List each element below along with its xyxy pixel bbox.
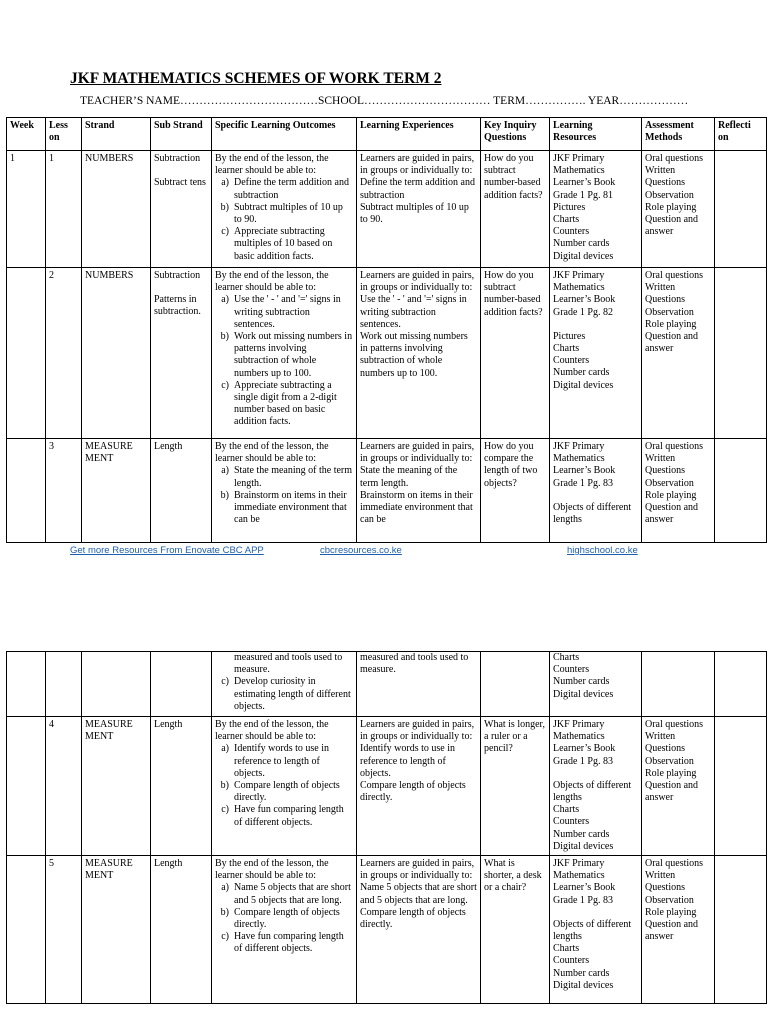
resource-line: JKF Primary Mathematics Learner’s Book Grade 1 Pg. 82 (553, 270, 616, 318)
cell-outcomes (212, 439, 357, 543)
cell-reflection (715, 856, 767, 1004)
resource-line: Pictures (553, 201, 586, 213)
cell-strand: NUMBERS (82, 268, 151, 439)
resource-line: Counters (553, 355, 590, 367)
cell-resources (550, 439, 642, 543)
cell-lesson: 5 (46, 856, 82, 1004)
cell-question (481, 652, 550, 717)
outcome-continuation: measured and tools used to measure. (234, 652, 343, 676)
cell-experiences (357, 652, 481, 717)
assessment-line: Written Questions (645, 282, 685, 306)
cell-sub-strand (151, 652, 212, 717)
cell-outcomes (212, 151, 357, 268)
cell-lesson (46, 652, 82, 717)
table-row (7, 151, 767, 268)
outcome-item: b. Subtract multiples of 10 up to 90. (234, 202, 353, 226)
assessment-line: Written Questions (645, 731, 685, 755)
assessment-line: Written Questions (645, 165, 685, 189)
assessment-line: Oral questions (645, 270, 704, 281)
cell-assessment (642, 856, 715, 1004)
outcome-list (215, 676, 353, 713)
experience-line: Compare length of objects directly. (360, 906, 466, 931)
cell-week (7, 268, 46, 439)
cell-assessment (642, 652, 715, 717)
cell-assessment (642, 439, 715, 543)
cell-lesson: 1 (46, 151, 82, 268)
cell-week (7, 439, 46, 543)
scheme-table-page-1 (6, 117, 767, 543)
assessment-line: Oral questions (645, 858, 704, 870)
assessment-line: Question and answer (645, 502, 699, 526)
cell-experiences (357, 856, 481, 1004)
header-strand: Strand (82, 118, 151, 151)
assessment-line: Written Questions (645, 870, 685, 894)
header-lesson: Less on (46, 118, 82, 151)
assessment-line: Question and answer (645, 214, 699, 238)
experience-line: Subtract multiples of 10 up to 90. (360, 201, 469, 226)
cell-outcomes (212, 717, 357, 856)
resource-line: Digital devices (553, 979, 614, 991)
cell-week (7, 856, 46, 1004)
cell-strand: MEASURE MENT (82, 856, 151, 1004)
resource-line: Number cards (553, 238, 610, 250)
cell-experiences (357, 268, 481, 439)
resource-line: Charts (553, 943, 580, 955)
cell-question: How do you subtract number-based addition facts? (481, 151, 550, 268)
assessment-line: Oral questions (645, 719, 704, 730)
assessment-line: Oral questions (645, 441, 704, 452)
resource-line: Number cards (553, 367, 610, 379)
cell-lesson: 4 (46, 717, 82, 856)
experience-line: Define the term addition and subtraction (360, 177, 475, 201)
cell-lesson: 2 (46, 268, 82, 439)
resource-line: Objects of different lengths (553, 779, 632, 804)
resource-line: Digital devices (553, 688, 614, 700)
outcome-intro: By the end of the lesson, the learner should be able to: (215, 858, 329, 882)
assessment-line: Question and answer (645, 331, 699, 355)
resource-line: Charts (553, 804, 580, 816)
assessment-line: Role playing (645, 489, 697, 501)
resource-line: Counters (553, 226, 590, 238)
resource-line: Objects of different lengths (553, 918, 632, 943)
cell-week (7, 717, 46, 856)
resource-line: Counters (553, 664, 590, 676)
cell-resources (550, 856, 642, 1004)
cell-week (7, 652, 46, 717)
outcome-item: c. Have fun comparing length of different objects. (234, 804, 353, 828)
table-row (7, 856, 767, 1004)
outcome-intro: By the end of the lesson, the learner should be able to: (215, 719, 329, 743)
resource-line: Pictures (553, 330, 586, 342)
table-header-row (7, 118, 767, 151)
cell-resources (550, 151, 642, 268)
sub-strand-line: Subtract tens (154, 177, 206, 189)
assessment-line: Written Questions (645, 453, 685, 477)
resource-line: Objects of different lengths (553, 501, 632, 526)
cell-lesson: 3 (46, 439, 82, 543)
experience-line: State the meaning of the term length. (360, 465, 458, 489)
assessment-line: Role playing (645, 767, 697, 779)
cell-outcomes (212, 268, 357, 439)
cell-sub-strand (151, 856, 212, 1004)
sub-strand-line: Subtraction (154, 270, 201, 281)
assessment-line: Role playing (645, 906, 697, 918)
cell-sub-strand (151, 151, 212, 268)
resource-line: Number cards (553, 967, 610, 979)
outcome-intro: By the end of the lesson, the learner should be able to: (215, 441, 329, 465)
resource-line: Digital devices (553, 840, 614, 852)
resource-line: Digital devices (553, 250, 614, 262)
cell-reflection (715, 717, 767, 856)
table-row (7, 439, 767, 543)
experience-line: Learners are guided in pairs, in groups or individually to: (360, 441, 475, 465)
header-experiences: Learning Experiences (357, 118, 481, 151)
assessment-line: Observation (645, 306, 694, 318)
resource-line: JKF Primary Mathematics Learner’s Book Grade 1 Pg. 83 (553, 719, 616, 767)
sub-strand-line: Subtraction (154, 153, 201, 164)
outcome-item: b. Compare length of objects directly. (234, 780, 353, 804)
outcome-item: a. Identify words to use in reference to length of objects. (234, 743, 353, 780)
cell-sub-strand (151, 268, 212, 439)
header-reflection: Reflecti on (715, 118, 767, 151)
outcome-intro: By the end of the lesson, the learner should be able to: (215, 270, 329, 294)
cell-sub-strand (151, 439, 212, 543)
assessment-line: Role playing (645, 318, 697, 330)
footer-link-highschool[interactable]: highschool.co.ke (567, 545, 638, 556)
experience-line: Name 5 objects that are short and 5 objects that are long. (360, 882, 477, 906)
header-sub-strand: Sub Strand (151, 118, 212, 151)
outcome-item: c. Appreciate subtracting multiples of 10 based on basic addition facts. (234, 226, 353, 263)
cell-reflection (715, 439, 767, 543)
experience-line: Work out missing numbers in patterns involving subtraction of whole numbers up to 100. (360, 331, 468, 379)
outcome-item: a. Use the ' - ' and '=' signs in writing subtraction sentences. (234, 294, 353, 331)
header-questions: Key Inquiry Questions (481, 118, 550, 151)
outcome-item: c. Develop curiosity in estimating length of different objects. (234, 676, 353, 713)
outcome-list (215, 177, 353, 262)
experience-line: Use the ' - ' and '=' signs in writing subtraction sentences. (360, 294, 467, 330)
outcome-item: b. Brainstorm on items in their immediate environment that can be (234, 490, 353, 527)
cell-strand (82, 652, 151, 717)
assessment-line: Question and answer (645, 919, 699, 943)
teacher-info-line: TEACHER’S NAME………………………………SCHOOL…………………………… TERM……………. YEAR……………… (80, 95, 689, 107)
outcome-intro: By the end of the lesson, the learner should be able to: (215, 153, 329, 177)
resource-line: Charts (553, 214, 580, 226)
resource-line: Counters (553, 816, 590, 828)
outcome-item: a. Name 5 objects that are short and 5 objects that are long. (234, 882, 353, 906)
assessment-line: Observation (645, 894, 694, 906)
outcome-list (215, 465, 353, 526)
cell-reflection (715, 652, 767, 717)
experience-line: Learners are guided in pairs, in groups or individually to: (360, 719, 475, 743)
experience-line: Compare length of objects directly. (360, 780, 466, 804)
footer-link-cbcresources[interactable]: cbcresources.co.ke (320, 545, 402, 556)
cell-week: 1 (7, 151, 46, 268)
sub-strand-line: Length (154, 858, 183, 870)
cell-experiences (357, 717, 481, 856)
experience-line: Brainstorm on items in their immediate environment that can be (360, 489, 473, 526)
cell-resources (550, 717, 642, 856)
cell-assessment (642, 717, 715, 856)
table-row (7, 717, 767, 856)
resource-line: Number cards (553, 676, 610, 688)
cell-assessment (642, 151, 715, 268)
sub-strand-line: Length (154, 441, 183, 452)
outcome-item: a. Define the term addition and subtraction (234, 177, 353, 201)
cell-strand: MEASURE MENT (82, 439, 151, 543)
cell-resources (550, 652, 642, 717)
table-row (7, 652, 767, 717)
header-assessment: Assessment Methods (642, 118, 715, 151)
footer-link-enovate[interactable]: Get more Resources From Enovate CBC APP (70, 545, 264, 556)
cell-resources (550, 268, 642, 439)
experience-line: Learners are guided in pairs, in groups or individually to: (360, 153, 475, 177)
outcome-item: b. Work out missing numbers in patterns involving subtraction of whole numbers up to 100. (234, 331, 353, 380)
cell-assessment (642, 268, 715, 439)
outcome-item: b. Compare length of objects directly. (234, 907, 353, 931)
resource-line: Number cards (553, 828, 610, 840)
experience-line: measured and tools used to measure. (360, 652, 469, 676)
assessment-line: Observation (645, 189, 694, 201)
assessment-line: Role playing (645, 201, 697, 213)
outcome-item: c. Appreciate subtracting a single digit from a 2-digit number based on basic addition facts. (234, 380, 353, 429)
resource-line: Charts (553, 652, 580, 663)
resource-line: Digital devices (553, 379, 614, 391)
resource-line: JKF Primary Mathematics Learner’s Book Grade 1 Pg. 83 (553, 858, 616, 906)
assessment-line: Question and answer (645, 780, 699, 804)
assessment-line: Oral questions (645, 153, 704, 164)
outcome-list (215, 294, 353, 428)
sub-strand-line: Length (154, 719, 183, 730)
cell-question: How do you subtract number-based addition facts? (481, 268, 550, 439)
resource-line: Counters (553, 955, 590, 967)
outcome-item: a. State the meaning of the term length. (234, 465, 353, 489)
assessment-line: Observation (645, 477, 694, 489)
resource-line: JKF Primary Mathematics Learner’s Book Grade 1 Pg. 81 (553, 153, 616, 201)
sub-strand-line: Patterns in subtraction. (154, 294, 201, 318)
outcome-list (215, 743, 353, 828)
header-resources: Learning Resources (550, 118, 642, 151)
cell-question: What is shorter, a desk or a chair? (481, 856, 550, 1004)
experience-line: Learners are guided in pairs, in groups or individually to: (360, 858, 475, 882)
cell-outcomes (212, 856, 357, 1004)
resource-line: Charts (553, 343, 580, 355)
cell-strand: MEASURE MENT (82, 717, 151, 856)
cell-experiences (357, 151, 481, 268)
document-title: JKF MATHEMATICS SCHEMES OF WORK TERM 2 (70, 70, 442, 87)
resource-line: JKF Primary Mathematics Learner’s Book Grade 1 Pg. 83 (553, 441, 616, 489)
cell-question: What is longer, a ruler or a pencil? (481, 717, 550, 856)
cell-reflection (715, 151, 767, 268)
cell-experiences (357, 439, 481, 543)
cell-strand: NUMBERS (82, 151, 151, 268)
cell-question: How do you compare the length of two objects? (481, 439, 550, 543)
scheme-table-page-2 (6, 651, 767, 1004)
header-outcomes: Specific Learning Outcomes (212, 118, 357, 151)
outcome-item: c. Have fun comparing length of different objects. (234, 931, 353, 955)
cell-sub-strand (151, 717, 212, 856)
experience-line: Identify words to use in reference to length of objects. (360, 743, 455, 779)
table-row (7, 268, 767, 439)
header-week: Week (7, 118, 46, 151)
assessment-line: Observation (645, 755, 694, 767)
cell-outcomes (212, 652, 357, 717)
cell-reflection (715, 268, 767, 439)
experience-line: Learners are guided in pairs, in groups or individually to: (360, 270, 475, 294)
outcome-list (215, 882, 353, 955)
